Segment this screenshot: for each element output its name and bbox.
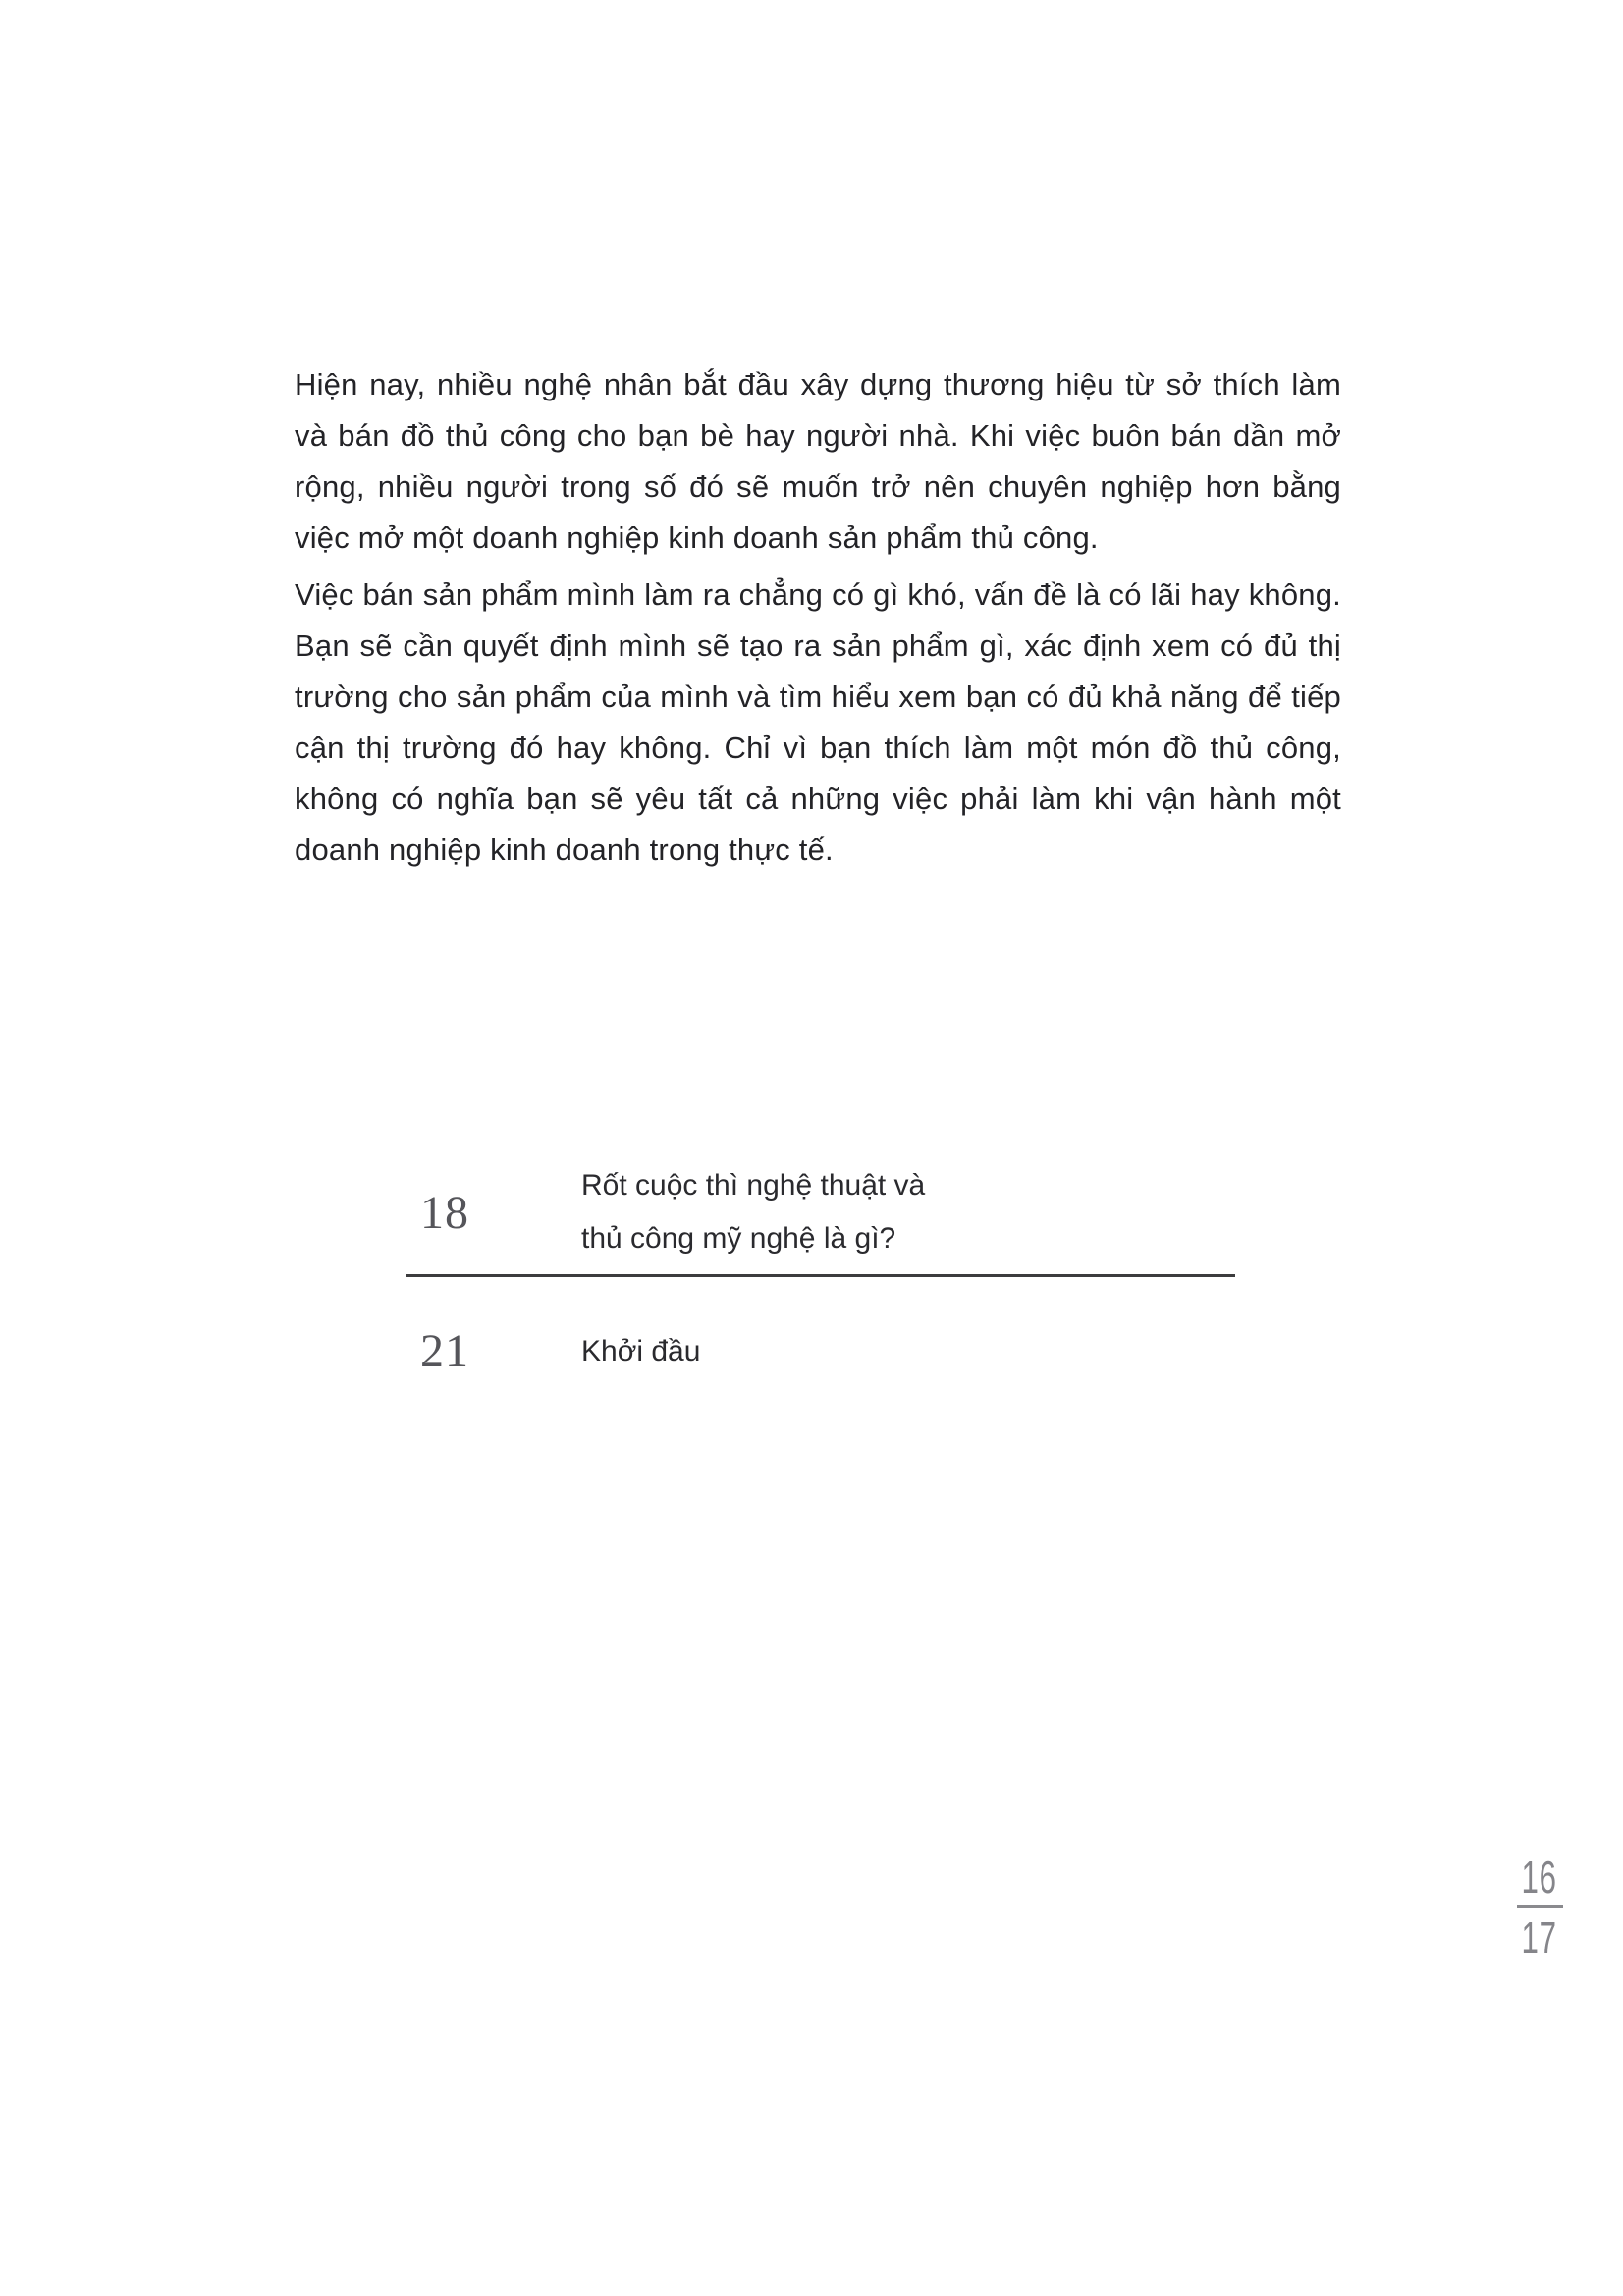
toc-entry-18 <box>406 1148 1235 1266</box>
toc-entry-title <box>581 1159 1235 1265</box>
folio-divider-rule <box>1517 1905 1563 1908</box>
toc-preview <box>406 1148 1235 1378</box>
toc-entry-page-number: 21 <box>420 1325 469 1377</box>
toc-entry-title <box>581 1325 1235 1378</box>
toc-entry-21 <box>406 1277 1235 1378</box>
toc-entry-title-line-1: Khởi đầu <box>581 1334 701 1367</box>
paragraph-2: Việc bán sản phẩm mình làm ra chẳng có gì khó, vấn đề là có lãi hay không. Bạn sẽ cần quyết định mình sẽ tạo ra sản phẩm gì, xác định xem có đủ thị trường cho sản phẩm của mình và tìm hiểu xem bạn có đủ khả năng để tiếp cận thị trường đó hay không. Chỉ vì bạn thích làm một món đồ thủ công, không có nghĩa bạn sẽ yêu tất cả những việc phải làm khi vận hành một doanh nghiệp kinh doanh trong thực tế. <box>295 577 1341 867</box>
body-text-block <box>295 359 1341 881</box>
paragraph-1: Hiện nay, nhiều nghệ nhân bắt đầu xây dựng thương hiệu từ sở thích làm và bán đồ thủ công cho bạn bè hay người nhà. Khi việc buôn bán dần mở rộng, nhiều người trong số đó sẽ muốn trở nên chuyên nghiệp hơn bằng việc mở một doanh nghiệp kinh doanh sản phẩm thủ công. <box>295 367 1341 555</box>
toc-entry-title-line-1: Rốt cuộc thì nghệ thuật và <box>581 1169 926 1201</box>
toc-entry-title-line-2: thủ công mỹ nghệ là gì? <box>581 1222 896 1255</box>
current-page-number: 16 <box>1521 1851 1558 1902</box>
toc-entry-page-number: 18 <box>420 1186 469 1239</box>
facing-page-number: 17 <box>1521 1912 1558 1963</box>
page-folio <box>1492 1851 1587 1963</box>
